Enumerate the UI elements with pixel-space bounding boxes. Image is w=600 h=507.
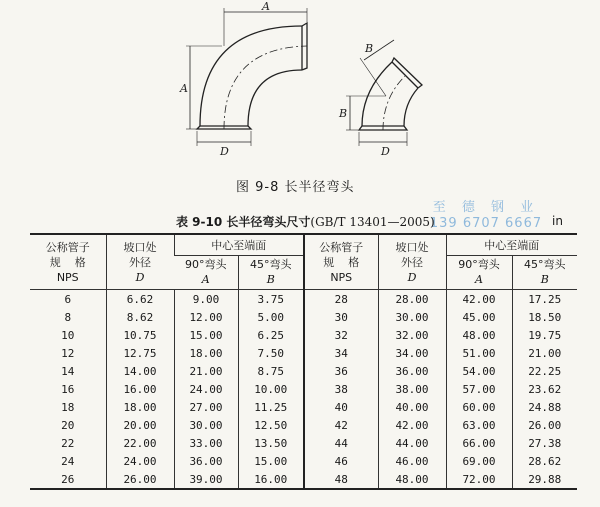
- header-45-deg-label: 45°弯头: [250, 258, 292, 272]
- elbow-90-drawing: [186, 8, 307, 146]
- cell-right-od: 34.00: [378, 344, 446, 362]
- cell-left-a: 27.00: [174, 398, 238, 416]
- cell-left-b: 12.50: [238, 416, 304, 434]
- cell-left-b: 13.50: [238, 434, 304, 452]
- cell-left-od: 14.00: [106, 362, 174, 380]
- cell-right-od: 38.00: [378, 380, 446, 398]
- cell-left-b: 15.00: [238, 452, 304, 470]
- cell-left-od: 26.00: [106, 470, 174, 489]
- cell-left-nps: 24: [61, 454, 75, 468]
- cell-right-a: 51.00: [446, 344, 512, 362]
- header-center-to-end-right: 中心至端面: [446, 234, 577, 255]
- cell-right-a: 63.00: [446, 416, 512, 434]
- cell-right-nps: 30: [304, 308, 378, 326]
- watermark: [426, 196, 546, 231]
- table-row: [30, 434, 577, 452]
- cell-right-a: 60.00: [446, 398, 512, 416]
- elbow-45-drawing: [346, 40, 422, 146]
- cell-left-b: 7.50: [238, 344, 304, 362]
- figure-caption: 图 9-8 长半径弯头: [236, 180, 355, 195]
- cell-right-b: 29.88: [512, 470, 577, 489]
- header-90-deg-right-label: 90°弯头: [458, 258, 500, 272]
- dim-label-a-top: A: [262, 0, 270, 13]
- header-od-line1: 坡口处: [123, 240, 157, 254]
- header-nps-right-line3: NPS: [330, 270, 353, 284]
- cell-left-b: 3.75: [238, 290, 304, 309]
- dim-label-d-right: D: [381, 145, 390, 158]
- header-nps: [30, 234, 106, 290]
- watermark-phone: 139 6707 6667: [429, 216, 543, 231]
- cell-right-nps: 48: [304, 470, 378, 489]
- unit-label: in: [552, 214, 563, 228]
- cell-left-od: 24.00: [106, 452, 174, 470]
- cell-right-nps: 42: [304, 416, 378, 434]
- cell-left-od: 10.75: [106, 326, 174, 344]
- cell-left-od: 20.00: [106, 416, 174, 434]
- cell-left-nps: 20: [61, 418, 75, 432]
- header-od: [106, 234, 174, 290]
- header-od-line2: 外径: [129, 255, 151, 269]
- header-nps-right-line1: 公称管子: [319, 240, 364, 254]
- header-col-b-right: B: [540, 273, 549, 287]
- elbow-dimension-table: [30, 233, 577, 490]
- dim-label-d-left: D: [220, 145, 229, 158]
- cell-right-b: 21.00: [512, 344, 577, 362]
- cell-left-b: 11.25: [238, 398, 304, 416]
- cell-left-od: 16.00: [106, 380, 174, 398]
- table-row: [30, 380, 577, 398]
- header-od-line3: D: [135, 270, 145, 284]
- cell-right-b: 22.25: [512, 362, 577, 380]
- table-row: [30, 344, 577, 362]
- cell-left-nps: 6: [64, 292, 72, 306]
- cell-right-b: 28.62: [512, 452, 577, 470]
- table-row: [30, 362, 577, 380]
- cell-right-a: 45.00: [446, 308, 512, 326]
- cell-left-nps: 14: [61, 364, 75, 378]
- cell-right-nps: 46: [304, 452, 378, 470]
- cell-right-nps: 28: [304, 290, 378, 309]
- cell-left-a: 12.00: [174, 308, 238, 326]
- table-row: [30, 470, 577, 489]
- cell-right-od: 28.00: [378, 290, 446, 309]
- cell-right-b: 24.88: [512, 398, 577, 416]
- cell-left-od: 12.75: [106, 344, 174, 362]
- cell-left-b: 16.00: [238, 470, 304, 489]
- cell-right-od: 30.00: [378, 308, 446, 326]
- header-nps-line1: 公称管子: [45, 240, 90, 254]
- table-row: [30, 290, 577, 309]
- watermark-name: 至 德 钢 业: [432, 200, 540, 215]
- header-od-right-line2: 外径: [401, 255, 423, 269]
- header-45-deg-right: [512, 255, 577, 289]
- cell-right-b: 27.38: [512, 434, 577, 452]
- cell-left-od: 22.00: [106, 434, 174, 452]
- cell-right-a: 54.00: [446, 362, 512, 380]
- elbow-figure: [0, 0, 600, 200]
- header-col-a-right: A: [475, 273, 483, 287]
- cell-right-od: 44.00: [378, 434, 446, 452]
- cell-left-b: 10.00: [238, 380, 304, 398]
- cell-left-a: 39.00: [174, 470, 238, 489]
- header-45-deg-right-label: 45°弯头: [524, 258, 566, 272]
- cell-left-od: 8.62: [106, 308, 174, 326]
- header-nps-right-line2: 规 格: [323, 255, 360, 269]
- cell-right-od: 46.00: [378, 452, 446, 470]
- header-col-a: A: [201, 273, 210, 287]
- table-body: [30, 290, 577, 490]
- header-90-deg-right: [446, 255, 512, 289]
- cell-right-a: 69.00: [446, 452, 512, 470]
- cell-right-a: 66.00: [446, 434, 512, 452]
- cell-left-nps: 10: [61, 328, 75, 342]
- table-row: [30, 416, 577, 434]
- cell-right-nps: 38: [304, 380, 378, 398]
- table-row: [30, 398, 577, 416]
- cell-right-a: 42.00: [446, 290, 512, 309]
- cell-right-b: 26.00: [512, 416, 577, 434]
- table-row: [30, 326, 577, 344]
- cell-right-a: 57.00: [446, 380, 512, 398]
- cell-right-nps: 32: [304, 326, 378, 344]
- cell-left-nps: 16: [61, 382, 75, 396]
- cell-left-nps: 8: [64, 310, 72, 324]
- cell-right-nps: 36: [304, 362, 378, 380]
- cell-right-od: 48.00: [378, 470, 446, 489]
- header-nps-right: [304, 234, 378, 290]
- cell-left-od: 18.00: [106, 398, 174, 416]
- cell-left-nps: 12: [61, 346, 75, 360]
- header-center-to-end: 中心至端面: [174, 234, 304, 255]
- dim-label-a-side: A: [180, 82, 188, 95]
- cell-right-b: 18.50: [512, 308, 577, 326]
- cell-right-od: 40.00: [378, 398, 446, 416]
- header-90-deg: [174, 255, 238, 289]
- cell-left-a: 30.00: [174, 416, 238, 434]
- cell-left-od: 6.62: [106, 290, 174, 309]
- header-nps-line3: NPS: [56, 270, 79, 284]
- cell-left-a: 9.00: [174, 290, 238, 309]
- cell-left-a: 36.00: [174, 452, 238, 470]
- cell-right-nps: 34: [304, 344, 378, 362]
- header-od-right-line1: 坡口处: [395, 240, 429, 254]
- cell-left-b: 6.25: [238, 326, 304, 344]
- table-row: [30, 452, 577, 470]
- header-col-b: B: [266, 273, 275, 287]
- cell-right-a: 72.00: [446, 470, 512, 489]
- cell-left-a: 24.00: [174, 380, 238, 398]
- dim-label-b-lower: B: [339, 107, 348, 120]
- cell-right-od: 36.00: [378, 362, 446, 380]
- cell-right-nps: 44: [304, 434, 378, 452]
- cell-right-b: 19.75: [512, 326, 577, 344]
- table-title: [176, 213, 435, 230]
- cell-right-nps: 40: [304, 398, 378, 416]
- cell-left-a: 21.00: [174, 362, 238, 380]
- cell-left-b: 5.00: [238, 308, 304, 326]
- dim-label-b-upper: B: [365, 42, 374, 55]
- table-standard: (GB/T 13401—2005): [310, 215, 435, 229]
- table-title-text: 表 9-10 长半径弯头尺寸: [176, 215, 311, 229]
- header-nps-line2: 规 格: [49, 255, 86, 269]
- cell-left-a: 18.00: [174, 344, 238, 362]
- table-row: [30, 308, 577, 326]
- cell-left-nps: 18: [61, 400, 75, 414]
- header-od-right-line3: D: [407, 270, 417, 284]
- cell-left-a: 15.00: [174, 326, 238, 344]
- cell-left-nps: 22: [61, 436, 75, 450]
- cell-left-a: 33.00: [174, 434, 238, 452]
- cell-right-b: 17.25: [512, 290, 577, 309]
- cell-left-b: 8.75: [238, 362, 304, 380]
- header-90-deg-label: 90°弯头: [185, 258, 227, 272]
- header-od-right: [378, 234, 446, 290]
- cell-right-a: 48.00: [446, 326, 512, 344]
- cell-right-b: 23.62: [512, 380, 577, 398]
- header-45-deg: [238, 255, 304, 289]
- cell-right-od: 32.00: [378, 326, 446, 344]
- cell-left-nps: 26: [61, 472, 75, 486]
- cell-right-od: 42.00: [378, 416, 446, 434]
